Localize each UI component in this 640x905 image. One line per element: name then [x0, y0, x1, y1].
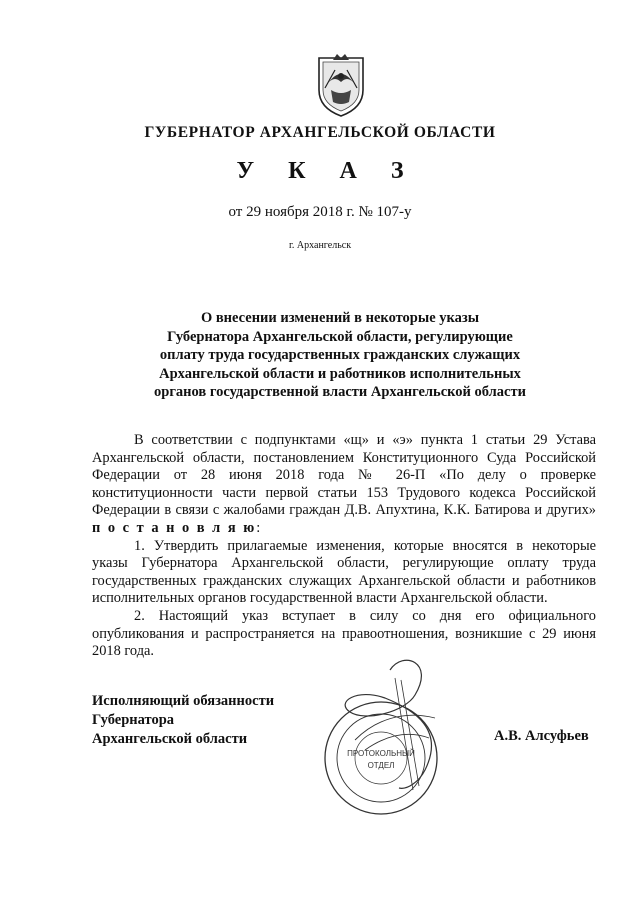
position-line: Губернатора — [92, 712, 175, 728]
document-type: У К А З — [236, 158, 418, 184]
seal-label-line2: ОТДЕЛ — [367, 761, 395, 770]
item-1-paragraph: 1. Утвердить прилагаемые изменения, которые вносятся в некоторые указы Губернатора Архангельской области, регулирующие оплату труда государственных гражданских служащих Архангельской области и работников исполнительных органов государственной власти Архангельской области. — [92, 537, 596, 607]
issuing-authority: ГУБЕРНАТОР АРХАНГЕЛЬСКОЙ ОБЛАСТИ — [144, 124, 496, 141]
official-seal-and-signature — [295, 640, 455, 820]
resolve-word: п о с т а н о в л я ю — [92, 519, 257, 536]
signatory-position — [92, 692, 274, 749]
document-body — [92, 432, 596, 661]
title-line: Архангельской области и работников исполнительных — [159, 365, 521, 382]
document-title — [140, 309, 540, 402]
preamble-paragraph — [92, 432, 596, 538]
coat-of-arms-icon — [311, 52, 371, 118]
title-line: органов государственной власти Архангельской области — [154, 384, 526, 400]
title-line: оплату труда государственных гражданских служащих — [159, 347, 521, 363]
resolve-colon: : — [256, 519, 261, 536]
title-line: О внесении изменений в некоторые указы — [200, 310, 480, 326]
title-line: Губернатора Архангельской области, регулирующие — [167, 328, 513, 345]
document-date-number: от 29 ноября 2018 г. № 107-у — [228, 204, 412, 220]
position-line: Исполняющий обязанности — [92, 693, 275, 709]
signatory-name: А.В. Алсуфьев — [494, 728, 589, 744]
item-2-paragraph: 2. Настоящий указ вступает в силу со дня его официального опубликования и распространяется на правоотношения, возникшие с 29 июня 2018 года. — [92, 607, 596, 660]
position-line: Архангельской области — [92, 731, 248, 747]
seal-label-line1: ПРОТОКОЛЬНЫЙ — [347, 749, 415, 758]
document-place: г. Архангельск — [288, 240, 352, 251]
preamble-text: В соответствии с подпунктами «щ» и «э» пункта 1 статьи 29 Устава Архангельской области, постановлением Конституционного Суда Российской Федерации от 28 июня 2018 года № 26-П «По делу о проверке конституционности части первой статьи 153 Трудового кодекса Российской Федерации в связи с жалобами граждан Д.В. Апухтина, К.К. Батирова и других» — [92, 432, 596, 519]
